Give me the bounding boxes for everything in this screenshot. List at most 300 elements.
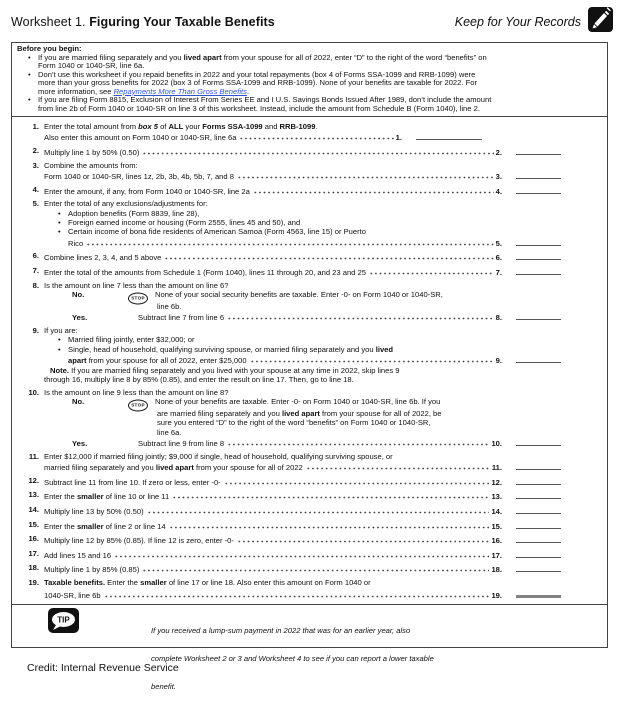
bullet-marker: •	[28, 69, 31, 79]
answer-line-number: 14.	[491, 507, 502, 517]
row-content	[42, 534, 561, 545]
text-run: Forms SSA-1099	[202, 122, 263, 131]
text-run: smaller	[140, 578, 167, 587]
worksheet-item-17	[12, 549, 607, 560]
text-run: Subtract line 11 from line 10. If zero or less, enter -0-	[44, 477, 221, 487]
answer-blank-line-13	[516, 490, 561, 499]
line-number	[12, 290, 42, 302]
answer-blank-line-14	[516, 505, 561, 514]
line-text	[44, 148, 139, 157]
line-number	[12, 311, 42, 322]
text-run: Don’t use this worksheet if you repaid benefits in 2022 and your total repayments (box 4 of Forms SSA-1099 and RRB-1099) were	[38, 69, 476, 79]
row-content	[42, 251, 561, 262]
dot-leader	[253, 185, 494, 196]
tip-line: benefit.	[151, 681, 176, 691]
dot-leader	[86, 237, 493, 248]
row-content	[42, 375, 561, 384]
line-text	[44, 172, 234, 181]
answer-line-number: 5.	[495, 238, 502, 248]
row-content	[42, 366, 561, 375]
answer-line-number: 12.	[491, 477, 502, 487]
answer-line-number: 19.	[491, 591, 502, 601]
line-text	[44, 452, 393, 461]
text-run: Multiply line 13 by 50% (0.50)	[44, 507, 144, 517]
worksheet-item-12	[12, 476, 607, 487]
worksheet-item-4	[12, 185, 607, 196]
text-run: and	[262, 122, 280, 131]
text-run: If you are:	[44, 326, 78, 335]
text-run: Combine lines 2, 3, 4, and 5 above	[44, 253, 162, 263]
worksheet-row	[12, 520, 607, 531]
row-content	[42, 311, 561, 322]
line-number: 9.	[32, 326, 39, 335]
line-number	[12, 131, 42, 142]
worksheet-item-2	[12, 146, 607, 157]
line-number	[12, 428, 42, 437]
line-text	[138, 439, 224, 448]
text-run: Enter $12,000 if married filing jointly; $9,000 if single, head of household, qualifying surviving spouse, or	[44, 451, 393, 461]
answer-line-number: 17.	[491, 550, 502, 560]
line-text	[44, 507, 144, 516]
dot-leader	[142, 146, 493, 157]
tip-line: complete Worksheet 2 or 3 and Worksheet 4 to see if you can report a lower taxable	[151, 654, 434, 664]
tip-text	[151, 608, 434, 709]
row-content	[42, 563, 561, 574]
worksheet-row	[12, 131, 607, 142]
line-number	[12, 237, 42, 248]
worksheet-row	[12, 549, 607, 560]
worksheet-row	[12, 461, 607, 472]
line-text	[68, 218, 300, 227]
worksheet-item-19	[12, 578, 607, 601]
dot-leader	[164, 251, 493, 262]
line-number: 6.	[32, 251, 39, 261]
worksheet-row	[12, 563, 607, 574]
line-number	[12, 397, 42, 409]
text-run: more information, see	[38, 86, 114, 96]
line-text	[44, 388, 228, 397]
line-text	[68, 239, 83, 248]
text-run: Is the amount on line 7 less than the amount on line 6?	[44, 280, 229, 290]
worksheet-row	[12, 587, 607, 600]
line-text	[44, 578, 371, 587]
line-text	[68, 345, 393, 354]
worksheet-row	[12, 534, 607, 545]
line-text	[68, 356, 247, 365]
row-content	[42, 578, 561, 587]
dot-leader	[142, 563, 489, 574]
row-content	[42, 437, 561, 448]
row-content	[42, 131, 561, 142]
worksheet-row	[12, 366, 607, 375]
text-run: If you are married filing separately and you lived with your spouse at any time in 2022, skip lines 9	[68, 365, 400, 375]
text-run: Married filing jointly, enter $32,000; or	[68, 335, 195, 345]
before-bullet-line	[16, 105, 601, 114]
line-text	[44, 478, 221, 487]
worksheet-row	[12, 452, 607, 461]
text-run: Note.	[50, 365, 69, 375]
text-run: RRB-1099	[279, 122, 316, 131]
line-number	[12, 227, 42, 236]
line-number: 10.	[28, 387, 39, 397]
text-run: lived apart	[281, 409, 320, 419]
text-run: None of your benefits are taxable. Enter -0- on Form 1040 or 1040-SR, line 6b. If you	[155, 397, 441, 407]
answer-line-number: 16.	[491, 536, 502, 546]
line-text	[44, 253, 161, 262]
bullet-marker: •	[58, 208, 61, 218]
worksheet-row	[12, 161, 607, 170]
line-number	[12, 302, 42, 311]
row-content	[42, 428, 561, 437]
row-content	[42, 587, 561, 600]
stop-icon: STOP	[128, 400, 148, 412]
answer-blank-line-16	[516, 534, 561, 543]
worksheet-item-1	[12, 122, 607, 143]
worksheet-row	[12, 209, 607, 218]
row-content	[42, 476, 561, 487]
line-text	[44, 161, 138, 170]
worksheet-item-7	[12, 266, 607, 277]
answer-blank-line-2	[516, 146, 561, 155]
line-text	[44, 536, 234, 545]
line-text	[44, 551, 111, 560]
dot-leader	[306, 461, 490, 472]
row-content	[42, 409, 561, 418]
dot-leader	[172, 490, 489, 501]
line-number: 8.	[32, 280, 39, 290]
line-text	[44, 492, 169, 501]
line-number: 14.	[28, 505, 39, 515]
line-number: 4.	[32, 184, 39, 194]
answer-line-number: 7.	[495, 268, 502, 277]
text-run: Enter the total amount from	[44, 122, 139, 131]
text-run: smaller	[76, 521, 104, 531]
text-run: box 5	[138, 122, 158, 131]
line-text	[157, 302, 182, 311]
keep-for-records-label: Keep for Your Records	[454, 15, 581, 29]
answer-line-number: 11.	[491, 463, 502, 473]
text-run: Multiply line 1 by 85% (0.85)	[44, 565, 140, 575]
stop-icon: STOP	[128, 293, 148, 305]
before-bullet-list	[16, 54, 601, 114]
line-number: 1.	[32, 122, 39, 131]
title-prefix: Worksheet 1.	[11, 15, 90, 29]
line-text	[44, 375, 354, 384]
text-run: Enter the	[44, 521, 77, 531]
line-number: 18.	[28, 563, 39, 573]
worksheet-row	[12, 476, 607, 487]
answer-blank-line-7	[516, 266, 561, 275]
text-run: Taxable benefits.	[44, 578, 106, 587]
dot-leader	[114, 549, 489, 560]
line-text	[44, 522, 166, 531]
answer-blank-line-9	[516, 354, 561, 363]
tip-icon-label: TIP	[57, 615, 70, 625]
row-content	[42, 345, 561, 354]
bullet-marker: •	[58, 218, 61, 227]
worksheet-row	[12, 437, 607, 448]
before-you-begin-box	[11, 42, 608, 117]
line-text	[44, 199, 208, 208]
title-main: Figuring Your Taxable Benefits	[89, 15, 275, 29]
row-content	[42, 146, 561, 157]
answer-blank-line-18	[516, 563, 561, 572]
worksheet-item-13	[12, 490, 607, 501]
worksheet-item-16	[12, 534, 607, 545]
answer-blank-line-4	[516, 185, 561, 194]
line-text	[44, 133, 236, 142]
answer-blank-line-15	[516, 520, 561, 529]
line-text	[68, 227, 366, 236]
text-run: None of your social security benefits are taxable. Enter -0- on Form 1040 or 1040-SR,	[155, 290, 443, 300]
line-text	[44, 281, 228, 290]
answer-blank-line-11	[516, 461, 561, 470]
dot-leader	[169, 520, 490, 531]
dot-leader	[369, 266, 494, 277]
text-run: Multiply line 1 by 50% (0.50)	[44, 148, 140, 157]
worksheet-row	[12, 302, 607, 311]
row-content	[42, 388, 561, 397]
worksheet-row	[12, 281, 607, 290]
no-label: No.	[72, 290, 85, 300]
header-right	[455, 7, 613, 37]
worksheet-row	[12, 311, 607, 322]
line-number: 3.	[32, 160, 39, 170]
worksheet-row	[12, 227, 607, 236]
row-content	[42, 418, 561, 427]
row-content	[42, 397, 561, 409]
answer-line-number: 8.	[495, 313, 502, 323]
line-number	[12, 218, 42, 227]
text-run: from line 2b of Form 1040 or 1040-SR on line 3 of this worksheet. Instead, include the amount from Schedule B (Form 1040), line 2.	[38, 103, 480, 113]
dot-leader	[250, 354, 494, 365]
stop-icon-slot	[128, 397, 155, 409]
worksheet-item-3	[12, 161, 607, 182]
text-run: Is the amount on line 9 less than the amount on line 8?	[44, 387, 229, 397]
worksheet-row	[12, 122, 607, 131]
yes-label: Yes.	[72, 313, 88, 323]
line-text	[44, 122, 318, 131]
row-content	[42, 199, 561, 208]
line-number	[12, 170, 42, 181]
worksheet-row	[12, 170, 607, 181]
line-number: 11.	[28, 451, 39, 461]
line-number	[12, 366, 42, 375]
row-content	[42, 354, 561, 365]
line-number: 5.	[32, 199, 39, 209]
line-text	[44, 326, 78, 335]
tip-icon	[48, 608, 79, 638]
repayments-link[interactable]: Repayments More Than Gross Benefits	[113, 86, 247, 96]
line-number	[12, 461, 42, 472]
line-text	[157, 418, 431, 427]
text-run: apart	[68, 356, 87, 366]
text-run: Combine the amounts from:	[44, 160, 138, 170]
text-run: Enter the	[44, 492, 77, 502]
answer-blank-line-5	[516, 237, 561, 246]
text-run: Form 1040 or 1040-SR, lines 1z, 2b, 3b, 4b, 5b, 7, and 8	[44, 172, 234, 181]
bullet-marker: •	[58, 335, 61, 345]
row-content	[42, 452, 561, 461]
row-content	[42, 335, 561, 344]
answer-line-number: 4.	[495, 186, 502, 196]
row-content	[42, 302, 561, 311]
text-run: Rico	[68, 238, 84, 248]
dot-leader	[224, 476, 490, 487]
line-text	[44, 463, 303, 472]
answer-blank-line-3	[516, 170, 561, 179]
answer-line-number: 15.	[491, 521, 502, 531]
line-number: 16.	[28, 534, 39, 544]
row-content	[42, 520, 561, 531]
text-run: Enter the	[105, 578, 141, 587]
pencil-icon	[588, 7, 613, 37]
row-content	[42, 490, 561, 501]
answer-line-number: 6.	[495, 253, 502, 263]
line-number: 17.	[28, 548, 39, 558]
page-title	[11, 15, 275, 29]
dot-leader	[227, 437, 489, 448]
bullet-marker: •	[28, 52, 31, 62]
row-content	[42, 549, 561, 560]
line-number: 12.	[28, 475, 39, 485]
before-you-begin-heading: Before you begin:	[17, 44, 82, 53]
worksheet-row	[12, 146, 607, 157]
text-run: Foreign earned income or housing (Form 2555, lines 45 and 50), and	[68, 218, 301, 227]
text-run: Add lines 15 and 16	[44, 550, 112, 560]
worksheet-row	[12, 199, 607, 208]
worksheet-row	[12, 428, 607, 437]
answer-blank-line-12	[516, 476, 561, 485]
no-label: No.	[72, 397, 85, 407]
worksheet-item-11	[12, 452, 607, 473]
text-run: If you are filing Form 8815, Exclusion of Interest From Series EE and I U.S. Savings Bonds Issued After 1989, don’t include the amount	[38, 95, 492, 104]
line-number: 19.	[28, 578, 39, 587]
text-run: from your spouse for all of 2022	[193, 463, 303, 473]
worksheet-lines	[12, 122, 607, 601]
answer-line-number: 10.	[491, 439, 502, 449]
text-run: of line 2 or line 14	[103, 521, 166, 531]
line-number: 7.	[32, 266, 39, 275]
text-run: 1040-SR, line 6b	[44, 591, 101, 601]
text-run: Multiply line 12 by 85% (0.85). If line 12 is zero, enter -0-	[44, 536, 234, 546]
dot-leader	[237, 170, 494, 181]
line-number	[12, 418, 42, 427]
tip-line: If you received a lump-sum payment in 2022 that was for an earlier year, also	[151, 626, 411, 636]
worksheet-item-14	[12, 505, 607, 516]
worksheet-row	[12, 237, 607, 248]
text-run: from your spouse for all of 2022, enter “D” to the right of the word “benefits” on	[221, 52, 487, 62]
text-run: Subtract line 9 from line 8	[138, 439, 225, 449]
line-text	[50, 366, 400, 375]
row-content	[42, 237, 561, 248]
credit-line: Credit: Internal Revenue Service	[27, 662, 179, 674]
line-text	[155, 290, 443, 299]
text-run: of	[157, 122, 169, 131]
worksheet-row	[12, 266, 607, 277]
row-content	[42, 170, 561, 181]
line-text	[44, 187, 250, 196]
worksheet-row	[12, 218, 607, 227]
text-run: If you are married filing separately and you	[38, 52, 184, 62]
line-number	[12, 587, 42, 600]
line-text	[44, 565, 139, 574]
line-text	[157, 428, 182, 437]
text-run: through 16, multiply line 8 by 85% (0.85), and enter the result on line 17. Then, go to line 18.	[44, 375, 354, 385]
text-run: ALL	[168, 122, 184, 131]
text-run: line 6b.	[157, 302, 182, 311]
text-run: Enter the total of any exclusions/adjustments for:	[44, 199, 208, 209]
row-content	[42, 218, 561, 227]
dot-leader	[227, 311, 494, 322]
bullet-marker: •	[58, 227, 61, 237]
text-run: Form 1040 or 1040-SR, line 6a.	[38, 61, 145, 70]
worksheet-row	[12, 418, 607, 427]
answer-line-number: 18.	[491, 565, 502, 575]
worksheet-item-18	[12, 563, 607, 574]
worksheet-row	[12, 326, 607, 335]
line-text	[68, 335, 195, 344]
row-content	[42, 227, 561, 236]
stop-icon-slot	[128, 290, 155, 302]
worksheet-item-8	[12, 281, 607, 323]
answer-line-number: 2.	[495, 148, 502, 157]
row-content	[42, 122, 561, 131]
answer-blank-line-8	[516, 311, 561, 320]
answer-blank-line-19	[516, 587, 561, 598]
worksheet-item-5	[12, 199, 607, 248]
bullet-marker: •	[58, 344, 61, 354]
answer-blank-line-10	[516, 437, 561, 446]
worksheet-row	[12, 490, 607, 501]
answer-blank-line-6	[516, 251, 561, 260]
row-content	[42, 266, 561, 277]
answer-blank-line-1	[416, 131, 482, 140]
text-run: Also enter this amount on Form 1040 or 1040-SR, line 6a	[44, 133, 237, 143]
worksheet-row	[12, 251, 607, 262]
worksheet-row	[12, 345, 607, 354]
row-content	[42, 290, 561, 302]
text-run: Enter the total of the amounts from Schedule 1 (Form 1040), lines 11 through 20, and 23 and 25	[44, 268, 366, 277]
text-run: from your spouse for all of 2022, enter $25,000	[86, 356, 247, 366]
text-run: .	[246, 86, 250, 96]
text-run: Adoption benefits (Form 8839, line 28),	[68, 208, 200, 218]
text-run: of line 17 or line 18. Also enter this amount on Form 1040 or	[166, 578, 371, 587]
text-run: .	[315, 122, 318, 131]
row-content	[42, 505, 561, 516]
line-text	[155, 397, 440, 406]
line-text	[44, 268, 366, 277]
worksheet-item-6	[12, 251, 607, 262]
line-number	[12, 409, 42, 418]
worksheet-item-15	[12, 520, 607, 531]
worksheet-row	[12, 290, 607, 302]
text-run: line 6a.	[157, 427, 182, 437]
text-run: smaller	[76, 492, 104, 502]
yes-label: Yes.	[72, 439, 88, 449]
worksheet-row	[12, 578, 607, 587]
dot-leader	[104, 587, 490, 600]
line-number: 2.	[32, 146, 39, 155]
row-content	[42, 209, 561, 218]
dot-leader	[239, 131, 393, 142]
line-number	[12, 354, 42, 365]
line-number: 15.	[28, 519, 39, 529]
worksheet-row	[12, 388, 607, 397]
text-run: Certain income of bona fide residents of American Samoa (Form 4563, line 15) or Puerto	[68, 227, 366, 237]
text-run: lived	[375, 344, 394, 354]
worksheet-row	[12, 185, 607, 196]
